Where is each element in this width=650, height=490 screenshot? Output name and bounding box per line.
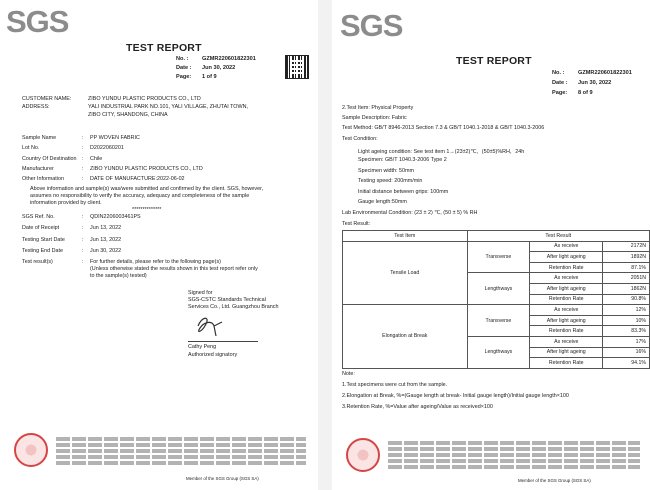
- results-table: [342, 230, 650, 369]
- footer-fine-print: [56, 443, 306, 447]
- footer-fine-print: [56, 455, 306, 459]
- note-label: Note:: [342, 371, 355, 377]
- value-cell: 2051N: [603, 273, 650, 284]
- footer-fine-print: [388, 453, 640, 457]
- signature-icon: [192, 312, 232, 340]
- field-testing-end-date: Testing End Date : Jun 30, 2022: [22, 248, 122, 254]
- separator-stars: **************: [132, 207, 162, 213]
- condition-cell: Retention Rate: [530, 294, 603, 305]
- table-header-row: [343, 231, 650, 242]
- specimen-width: Specimen width: 50mm: [358, 168, 415, 174]
- condition-cell: After light ageing: [530, 252, 603, 263]
- condition-cell: After light ageing: [530, 315, 603, 326]
- test-method: Test Method: GB/T 8946-2013 Section 7.3 & GB/T 1040.1-2018 & GB/T 1040.3-2006: [342, 125, 545, 131]
- initial-grip-distance: Initial distance between grips: 100mm: [358, 189, 449, 195]
- value-cell: 87.1%: [603, 262, 650, 273]
- table-row: [343, 241, 650, 252]
- testing-speed: Testing speed: 200mm/min: [358, 178, 423, 184]
- transverse-cell: Transverse: [467, 305, 530, 337]
- value-cell: 90.8%: [603, 294, 650, 305]
- sgs-logo: SGS: [340, 8, 403, 43]
- signed-branch: Services Co., Ltd. Guangzhou Branch: [188, 304, 279, 310]
- table-row: [343, 305, 650, 316]
- results-note-line-3: to the sample(s) tested): [90, 273, 147, 279]
- lengthways-cell: Lengthways: [467, 273, 530, 305]
- test-result-label: Test Result:: [342, 221, 371, 227]
- footer-fine-print: [388, 441, 640, 445]
- report-page-1: [0, 0, 318, 490]
- value-cell: 12%: [603, 305, 650, 316]
- field-country-of-destination: Country Of Destination : Chile: [22, 156, 103, 162]
- value-cell: 94.1%: [603, 358, 650, 369]
- light-ageing-condition: Light ageing condition: See test item 1→(23±2)℃，(50±5)%RH，24h: [358, 149, 525, 155]
- test-condition: Test Condition:: [342, 136, 378, 142]
- header-test-result: Test Result: [467, 231, 649, 242]
- tensile-load-cell: Tensile Load: [343, 241, 468, 305]
- lengthways-cell: Lengthways: [467, 336, 530, 368]
- report-date: Date : Jun 30, 2022: [552, 80, 612, 86]
- transverse-cell: Transverse: [467, 241, 530, 273]
- condition-cell: Retention Rate: [530, 326, 603, 337]
- condition-cell: As receive: [530, 336, 603, 347]
- footer-fine-print: [56, 437, 306, 441]
- page-number: Page: 1 of 9: [176, 74, 217, 80]
- condition-cell: As receive: [530, 273, 603, 284]
- condition-cell: After light ageing: [530, 283, 603, 294]
- field-sample-name: Sample Name : PP WOVEN FABRIC: [22, 135, 140, 141]
- footer-fine-print: [388, 465, 640, 469]
- signer-name: Cathy Peng: [188, 344, 217, 350]
- footer-fine-print: [56, 461, 306, 465]
- value-cell: 17%: [603, 336, 650, 347]
- report-page-8: [332, 0, 650, 490]
- sample-description: Sample Description: Fabric: [342, 115, 407, 121]
- gauge-length: Gauge length:50mm: [358, 199, 407, 205]
- report-number: No. : GZMR220601822301: [552, 70, 632, 76]
- elongation-cell: Elongation at Break: [343, 305, 468, 369]
- note-1: 1.Test specimens were cut from the sample.: [342, 382, 448, 388]
- member-line: Member of the SGS Group (SGS SA): [186, 476, 259, 481]
- page-number: Page: 8 of 9: [552, 90, 593, 96]
- disclaimer-line-1: Above information and sample(s) was/were submitted and confirmed by the client. SGS, however,: [30, 186, 264, 192]
- page-title: TEST REPORT: [456, 55, 532, 67]
- field-lot-no: Lot No. : D2022060201: [22, 145, 124, 151]
- footer-fine-print: [388, 447, 640, 451]
- lab-environment: Lab Environmental Condition: (23 ± 2) ℃, (50 ± 5) % RH: [342, 210, 478, 216]
- specimen: Specimen: GB/T 1040.3-2006 Type 2: [358, 157, 447, 163]
- footer-fine-print: [56, 449, 306, 453]
- disclaimer-line-3: information provided by client.: [30, 200, 102, 206]
- condition-cell: As receive: [530, 305, 603, 316]
- report-number: No. : GZMR220601822301: [176, 56, 256, 62]
- field-manufacturer: Manufacturer : ZIBO YUNDU PLASTIC PRODUCTS CO., LTD: [22, 166, 203, 172]
- footer-fine-print: [388, 459, 640, 463]
- sgs-logo: SGS: [6, 4, 69, 39]
- sgs-seal-icon: [346, 438, 380, 472]
- signature-line: [188, 341, 258, 342]
- value-cell: 1892N: [603, 252, 650, 263]
- qr-code-icon: [286, 56, 308, 78]
- disclaimer-line-2: assumes no responsibility to verify the accuracy, adequacy and completeness of the sample: [30, 193, 250, 199]
- condition-cell: Retention Rate: [530, 358, 603, 369]
- signer-title: Authorized signatory: [188, 352, 238, 358]
- value-cell: 16%: [603, 347, 650, 358]
- customer-name-row: CUSTOMER NAME: ZIBO YUNDU PLASTIC PRODUCTS CO., LTD: [22, 96, 201, 102]
- signed-company: SGS-CSTC Standards Technical: [188, 297, 266, 303]
- address-row: ADDRESS: YALI INDUSTRIAL PARK NO.101, YALI VILLAGE, ZHUTAI TOWN,: [22, 104, 248, 110]
- note-2: 2.Elongation at Break, %=(Gauge length at break- Initial gauge length)/Initial gauge length×100: [342, 393, 569, 399]
- test-item: 2.Test Item: Physical Property: [342, 105, 414, 111]
- signed-for: Signed for: [188, 290, 213, 296]
- value-cell: 83.3%: [603, 326, 650, 337]
- member-line: Member of the SGS Group (SGS SA): [518, 478, 591, 483]
- value-cell: 2172N: [603, 241, 650, 252]
- results-note-line-2: (Unless otherwise stated the results shown in this test report refer only: [90, 266, 258, 272]
- header-test-item: Test Item: [343, 231, 468, 242]
- value-cell: 10%: [603, 315, 650, 326]
- field-sgs-ref-no: SGS Ref. No. : QDIN2206003461PS: [22, 214, 141, 220]
- condition-cell: Retention Rate: [530, 262, 603, 273]
- field-testing-start-date: Testing Start Date : Jun 13, 2022: [22, 237, 122, 243]
- value-cell: 1862N: [603, 283, 650, 294]
- page-title: TEST REPORT: [126, 42, 202, 54]
- condition-cell: As receive: [530, 241, 603, 252]
- note-3: 3.Retention Rate, %=Value after ageing/Value as received×100: [342, 404, 493, 410]
- condition-cell: After light ageing: [530, 347, 603, 358]
- report-date: Date : Jun 30, 2022: [176, 65, 236, 71]
- sgs-seal-icon: [14, 433, 48, 467]
- address-line-2: ZIBO CITY, SHANDONG, CHINA: [88, 112, 168, 118]
- field-date-of-receipt: Date of Receipt : Jun 13, 2022: [22, 225, 122, 231]
- field-other-information: Other Information : DATE OF MANUFACTURE:2022-06-02: [22, 176, 185, 182]
- field-test-results: Test result(s) : For further details, please refer to the following page(s): [22, 259, 221, 265]
